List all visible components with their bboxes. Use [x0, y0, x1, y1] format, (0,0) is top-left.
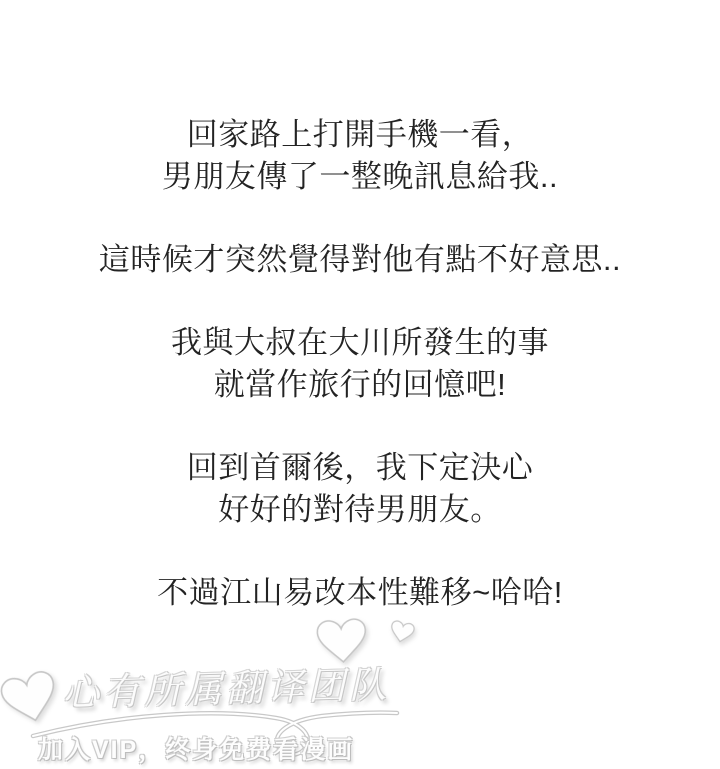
vip-banner[interactable]: 加入VIP，终身免费看漫画 [38, 736, 355, 764]
narration-paragraph [0, 447, 720, 531]
narration-paragraph [0, 239, 720, 281]
narration-block [0, 114, 720, 655]
translation-group-name: 心有所属翻译团队 [61, 663, 391, 715]
narration-line: 不過江山易改本性難移~哈哈! [157, 575, 563, 610]
narration-line: 回家路上打開手機一看， [186, 117, 534, 152]
narration-line: 我與大叔在大川所發生的事 [171, 325, 549, 360]
narration-line: 男朋友傳了一整晚訊息給我.. [161, 159, 559, 194]
heart-icon [388, 619, 416, 646]
translation-watermark [0, 600, 720, 769]
narration-line: 回到首爾後，我下定決心 [186, 450, 534, 485]
narration-paragraph [0, 322, 720, 406]
narration-line: 這時候才突然覺得對他有點不好意思.. [98, 242, 622, 277]
narration-paragraph [0, 114, 720, 198]
narration-line: 好好的對待男朋友。 [218, 492, 502, 527]
narration-line: 就當作旅行的回憶吧! [213, 367, 507, 402]
